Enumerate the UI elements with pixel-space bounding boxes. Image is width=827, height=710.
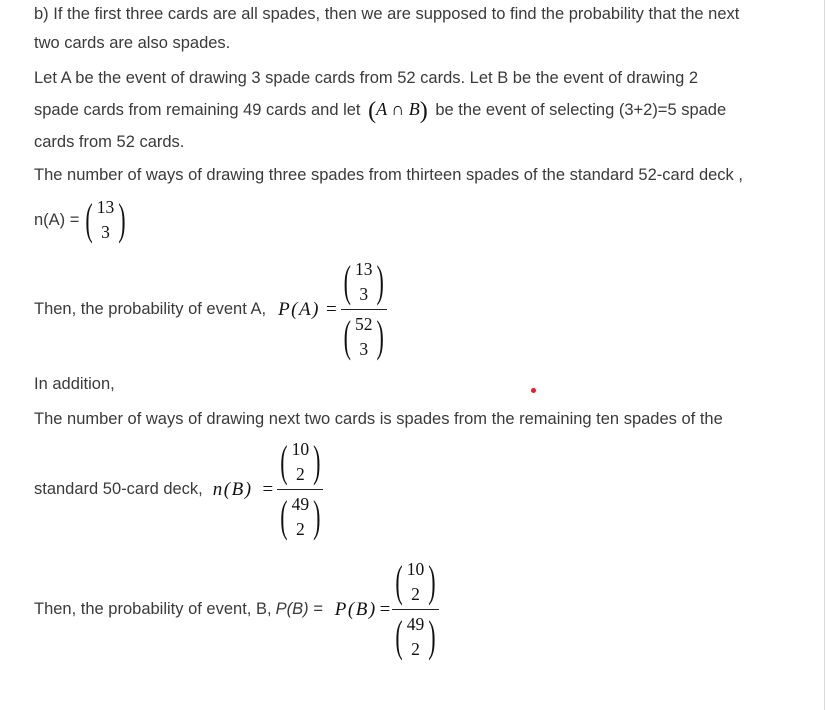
math-p-of-b: P(B) xyxy=(334,598,377,620)
right-paren: ) xyxy=(376,311,384,361)
binomial-10-choose-2 xyxy=(280,437,320,487)
math-n-of-b: n(B) xyxy=(212,478,253,500)
binomial-13-choose-3 xyxy=(344,257,384,307)
formula-p-of-b xyxy=(34,557,791,662)
binomial-bottom: 2 xyxy=(295,464,305,484)
paragraph-ways-two-spades xyxy=(34,405,791,434)
text-line: Let A be the event of drawing 3 spade cards from 52 cards. Let B be the event of drawing 2 xyxy=(34,69,699,87)
binomial-top: 10 xyxy=(406,559,425,579)
equals-sign: = xyxy=(262,478,274,500)
page-right-edge-line xyxy=(824,0,825,710)
right-paren: ) xyxy=(428,556,436,606)
binomial-bottom: 3 xyxy=(359,284,369,304)
binomial-bottom: 3 xyxy=(359,339,369,359)
math-p-of-a: P(A) xyxy=(278,298,320,320)
right-paren: ) xyxy=(376,256,384,306)
left-paren: ( xyxy=(395,556,403,606)
left-paren: ( xyxy=(280,491,288,541)
math-intersection-expression xyxy=(368,98,428,124)
right-paren: ) xyxy=(313,491,321,541)
text-line: The number of ways of drawing three spades from thirteen spades of the standard 52-card deck , xyxy=(34,166,743,184)
left-paren: ( xyxy=(343,256,351,306)
binomial-49-choose-2 xyxy=(395,612,435,662)
formula-label: n(A) = xyxy=(34,210,80,229)
left-paren: ( xyxy=(368,98,377,124)
binomial-bottom: 2 xyxy=(411,639,420,659)
left-paren: ( xyxy=(343,311,351,361)
paragraph-in-addition xyxy=(34,370,791,399)
fraction-pb xyxy=(392,557,438,662)
binomial-top: 52 xyxy=(355,314,373,334)
text-line: In addition, xyxy=(34,375,115,393)
right-paren: ) xyxy=(419,98,428,124)
paragraph-ways-three-spades xyxy=(34,161,791,190)
formula-n-of-b xyxy=(34,437,791,542)
formula-intro-text: Then, the probability of event, B, xyxy=(34,600,272,618)
fraction-nb xyxy=(277,437,323,542)
left-paren: ( xyxy=(280,436,288,486)
text-segment: be the event of selecting (3+2)=5 spade xyxy=(435,101,727,119)
binomial-bottom: 3 xyxy=(101,222,110,242)
text-segment: spade cards from remaining 49 cards and let xyxy=(34,101,361,119)
equals-sign: = xyxy=(379,598,391,620)
formula-intro-text: Then, the probability of event A, xyxy=(34,300,267,318)
right-paren: ) xyxy=(118,194,126,244)
binomial-13-choose-3 xyxy=(85,195,125,245)
right-paren: ) xyxy=(428,611,436,661)
text-line: cards from 52 cards. xyxy=(34,133,185,151)
text-line: The number of ways of drawing next two cards is spades from the remaining ten spades of the xyxy=(34,410,723,428)
equals-sign: = xyxy=(325,298,337,320)
paragraph-problem-statement xyxy=(34,0,791,58)
formula-intro-text: standard 50-card deck, xyxy=(34,480,203,498)
right-paren: ) xyxy=(313,436,321,486)
text-line: b) If the first three cards are all spades, then we are supposed to find the probability that the next xyxy=(34,5,740,23)
binomial-top: 49 xyxy=(291,494,310,514)
text-line xyxy=(34,93,791,128)
binomial-top: 13 xyxy=(96,197,115,217)
fraction-pa xyxy=(341,257,387,362)
red-annotation-dot xyxy=(531,388,536,393)
paragraph-event-definitions xyxy=(34,64,791,157)
binomial-52-choose-3 xyxy=(344,312,384,362)
binomial-top: 10 xyxy=(291,439,310,459)
binomial-top: 13 xyxy=(355,259,373,279)
intersection-symbols: A ∩ B xyxy=(376,99,420,119)
formula-p-of-a xyxy=(34,257,791,362)
formula-intro-italic: P(B) = xyxy=(275,600,323,618)
binomial-49-choose-2 xyxy=(280,492,320,542)
left-paren: ( xyxy=(395,611,403,661)
text-line: two cards are also spades. xyxy=(34,34,231,52)
formula-n-of-a xyxy=(34,195,791,245)
binomial-bottom: 2 xyxy=(295,519,305,539)
left-paren: ( xyxy=(85,194,93,244)
binomial-top: 49 xyxy=(406,614,425,634)
binomial-bottom: 2 xyxy=(411,584,420,604)
binomial-10-choose-2 xyxy=(395,557,435,607)
